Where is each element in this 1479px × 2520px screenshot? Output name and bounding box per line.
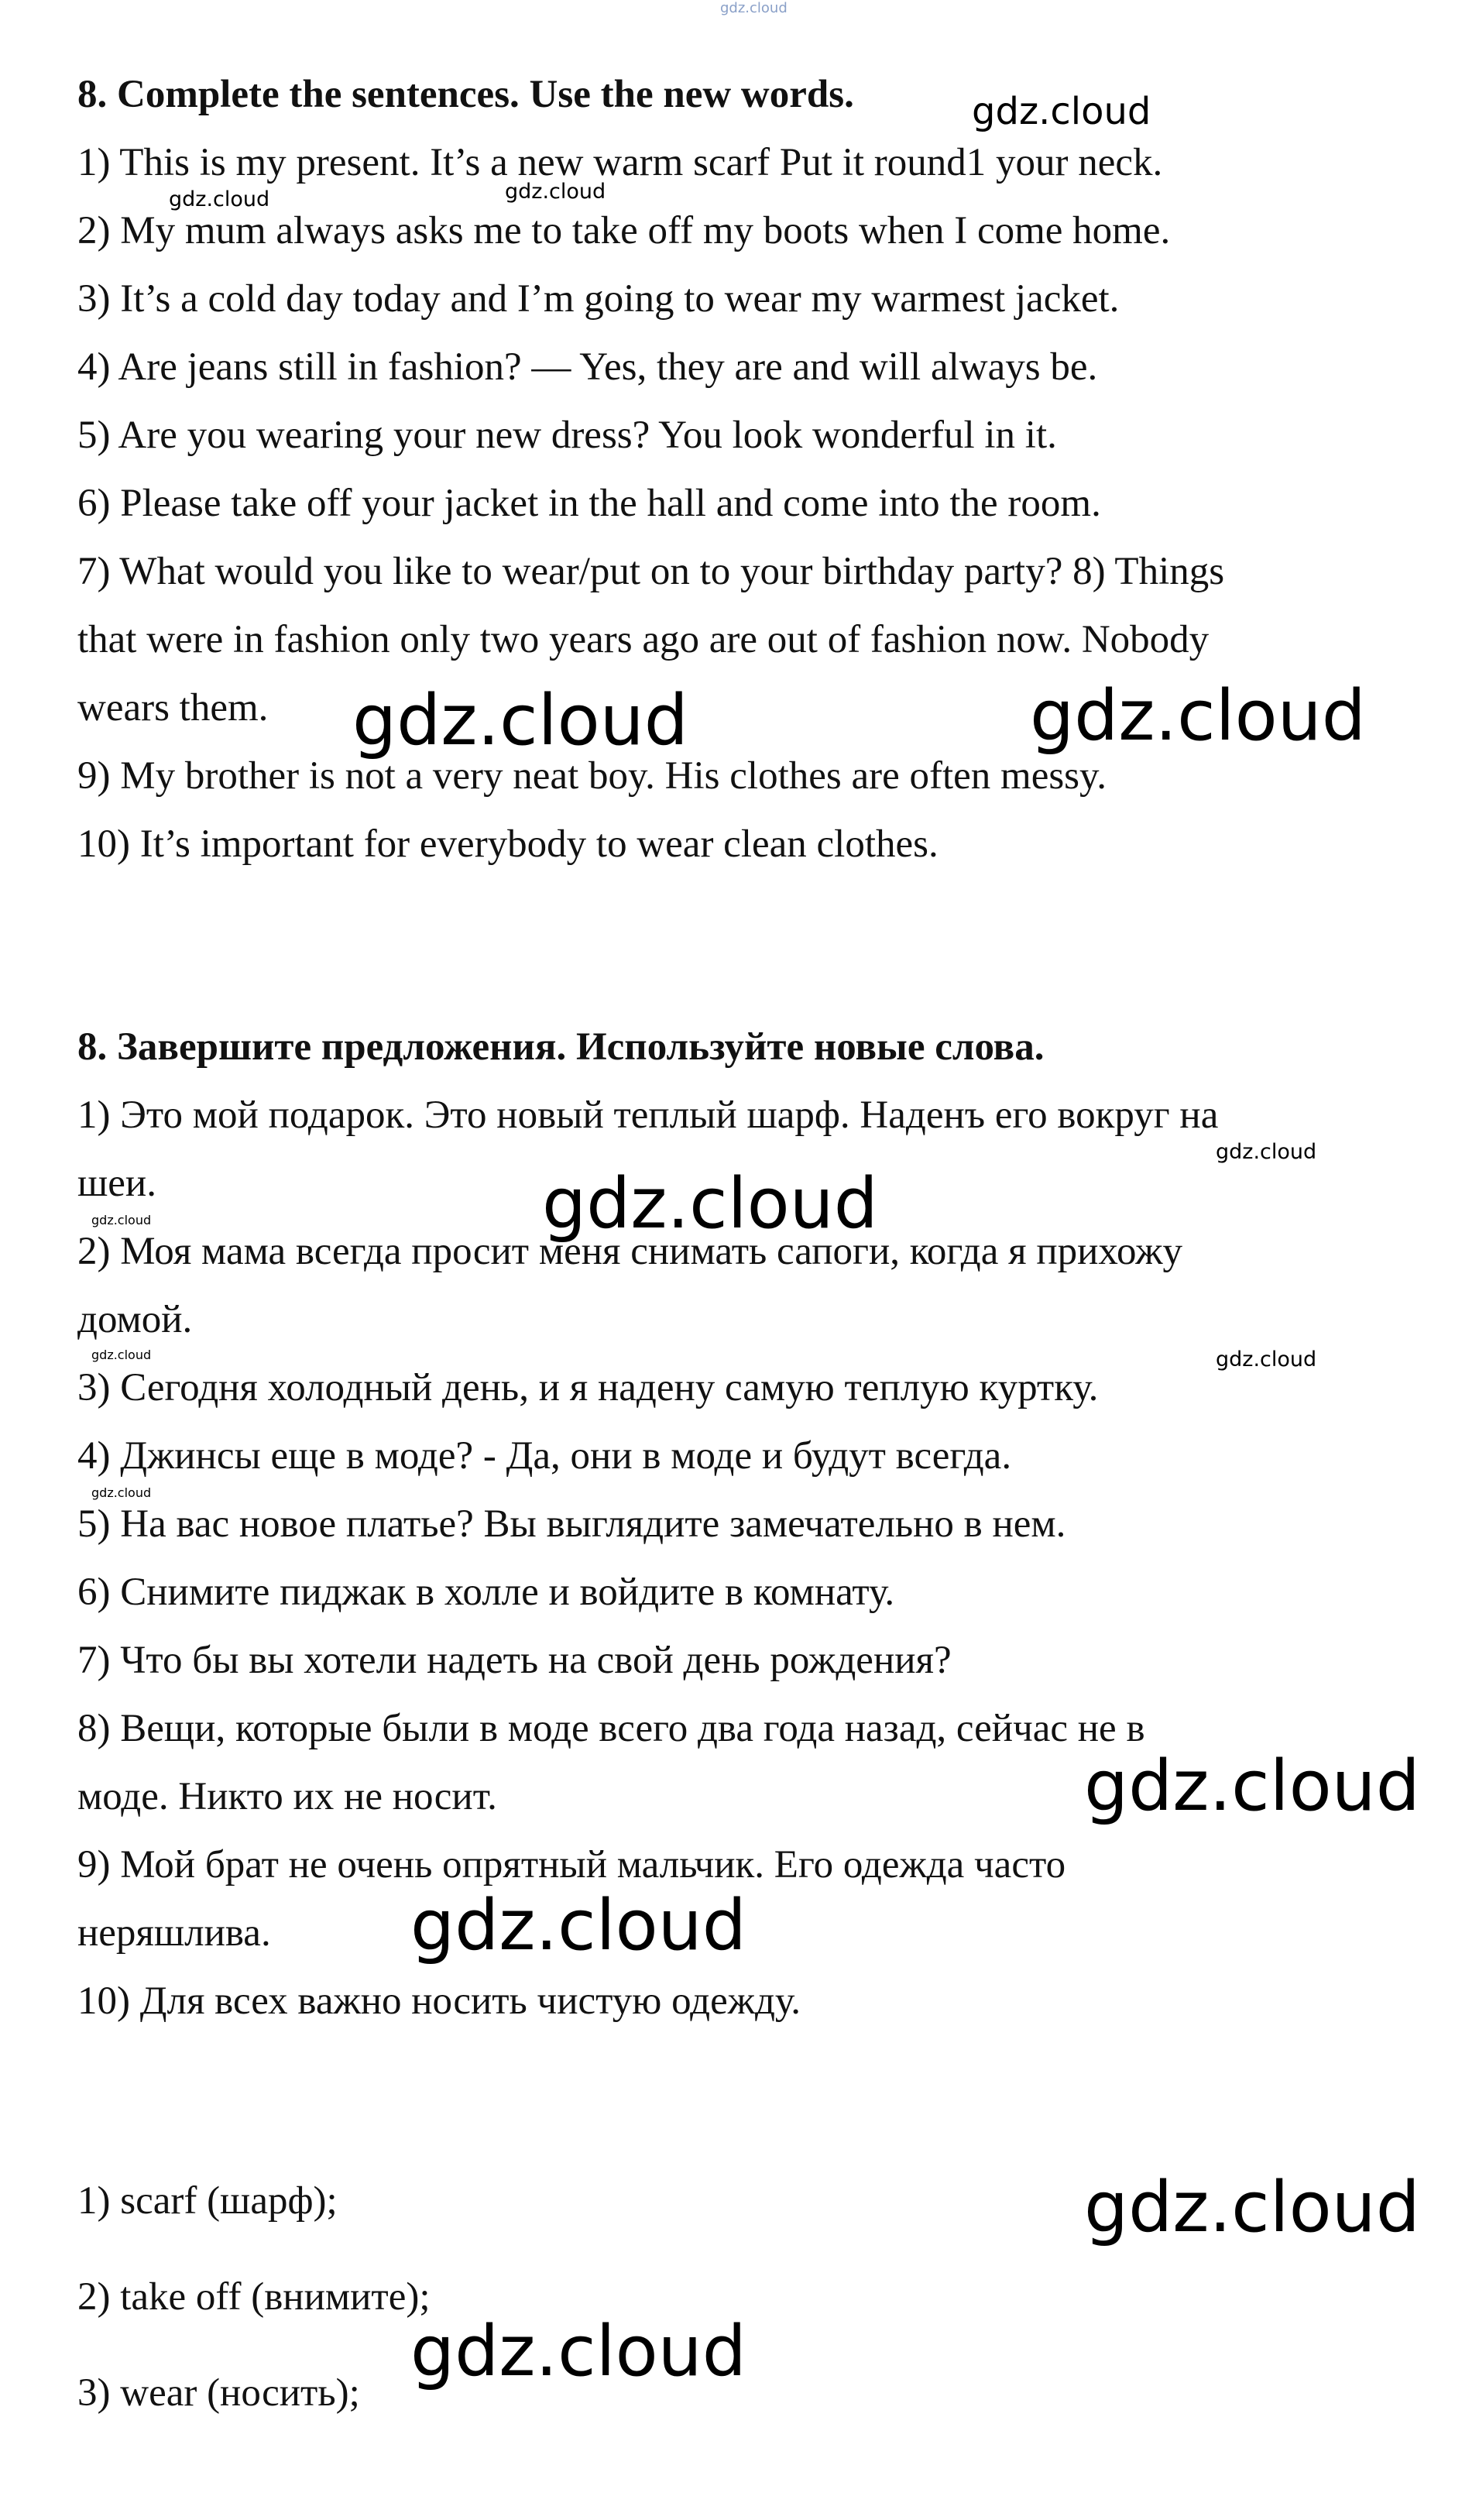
russian-line-8: 6) Снимите пиджак в холле и войдите в комнату. xyxy=(77,1571,895,1614)
russian-line-6: 4) Джинсы еще в моде? - Да, они в моде и будут всегда. xyxy=(77,1434,1012,1478)
russian-line-11: моде. Никто их не носит. xyxy=(77,1775,497,1818)
russian-line-9: 7) Что бы вы хотели надеть на свой день рождения? xyxy=(77,1639,952,1682)
watermark: gdz.cloud xyxy=(1216,1348,1317,1372)
watermark: gdz.cloud xyxy=(505,180,606,204)
watermark: gdz.cloud xyxy=(91,1348,152,1362)
english-line-8: that were in fashion only two years ago are out of fashion now. Nobody xyxy=(77,618,1210,661)
russian-line-14: 10) Для всех важно носить чистую одежду. xyxy=(77,1979,801,2023)
russian-line-3: 2) Моя мама всегда просит меня снимать сапоги, когда я прихожу xyxy=(77,1230,1182,1273)
english-line-2: 2) My mum always asks me to take off my boots when I come home. xyxy=(77,209,1171,252)
english-line-1: 1) This is my present. It’s a new warm scarf Put it round1 your neck. xyxy=(77,141,1163,184)
watermark: gdz.cloud xyxy=(91,1485,152,1500)
russian-line-13: неряшлива. xyxy=(77,1911,271,1955)
english-heading: 8. Complete the sentences. Use the new words. xyxy=(77,73,854,116)
watermark: gdz.cloud xyxy=(542,1163,878,1245)
english-line-9: wears them. xyxy=(77,686,269,730)
watermark: gdz.cloud xyxy=(972,90,1151,133)
russian-line-1: 1) Это мой подарок. Это новый теплый шарф. Наденъ его вокруг на xyxy=(77,1093,1219,1137)
watermark: gdz.cloud xyxy=(1084,1746,1420,1827)
vocab-item-2: 2) take off (внимите); xyxy=(77,2275,431,2319)
vocab-item-3: 3) wear (носить); xyxy=(77,2371,360,2415)
watermark: gdz.cloud xyxy=(91,1213,152,1227)
watermark: gdz.cloud xyxy=(1216,1140,1317,1164)
watermark: gdz.cloud xyxy=(1084,2167,1420,2248)
russian-heading: 8. Завершите предложения. Используйте новые слова. xyxy=(77,1025,1045,1069)
russian-line-7: 5) На вас новое платье? Вы выглядите замечательно в нем. xyxy=(77,1502,1066,1546)
watermark: gdz.cloud xyxy=(410,2311,746,2392)
english-line-10: 9) My brother is not a very neat boy. His clothes are often messy. xyxy=(77,754,1107,798)
english-line-7: 7) What would you like to wear/put on to your birthday party? 8) Things xyxy=(77,550,1225,593)
vocab-item-1: 1) scarf (шарф); xyxy=(77,2179,338,2223)
watermark: gdz.cloud xyxy=(352,680,688,761)
watermark-top: gdz.cloud xyxy=(720,0,788,16)
russian-line-12: 9) Мой брат не очень опрятный мальчик. Его одежда часто xyxy=(77,1843,1066,1887)
watermark: gdz.cloud xyxy=(1030,675,1366,757)
english-line-3: 3) It’s a cold day today and I’m going to wear my warmest jacket. xyxy=(77,277,1120,321)
russian-line-10: 8) Вещи, которые были в моде всего два года назад, сейчас не в xyxy=(77,1707,1145,1750)
english-line-4: 4) Are jeans still in fashion? — Yes, they are and will always be. xyxy=(77,345,1098,389)
english-line-6: 6) Please take off your jacket in the hall and come into the room. xyxy=(77,482,1101,525)
russian-line-5: 3) Сегодня холодный день, и я надену самую теплую куртку. xyxy=(77,1366,1099,1409)
russian-line-4: домой. xyxy=(77,1298,193,1341)
russian-line-2: шеи. xyxy=(77,1162,156,1205)
watermark: gdz.cloud xyxy=(169,187,270,211)
english-line-5: 5) Are you wearing your new dress? You look wonderful in it. xyxy=(77,414,1057,457)
watermark: gdz.cloud xyxy=(410,1885,746,1966)
english-line-11: 10) It’s important for everybody to wear clean clothes. xyxy=(77,822,939,866)
